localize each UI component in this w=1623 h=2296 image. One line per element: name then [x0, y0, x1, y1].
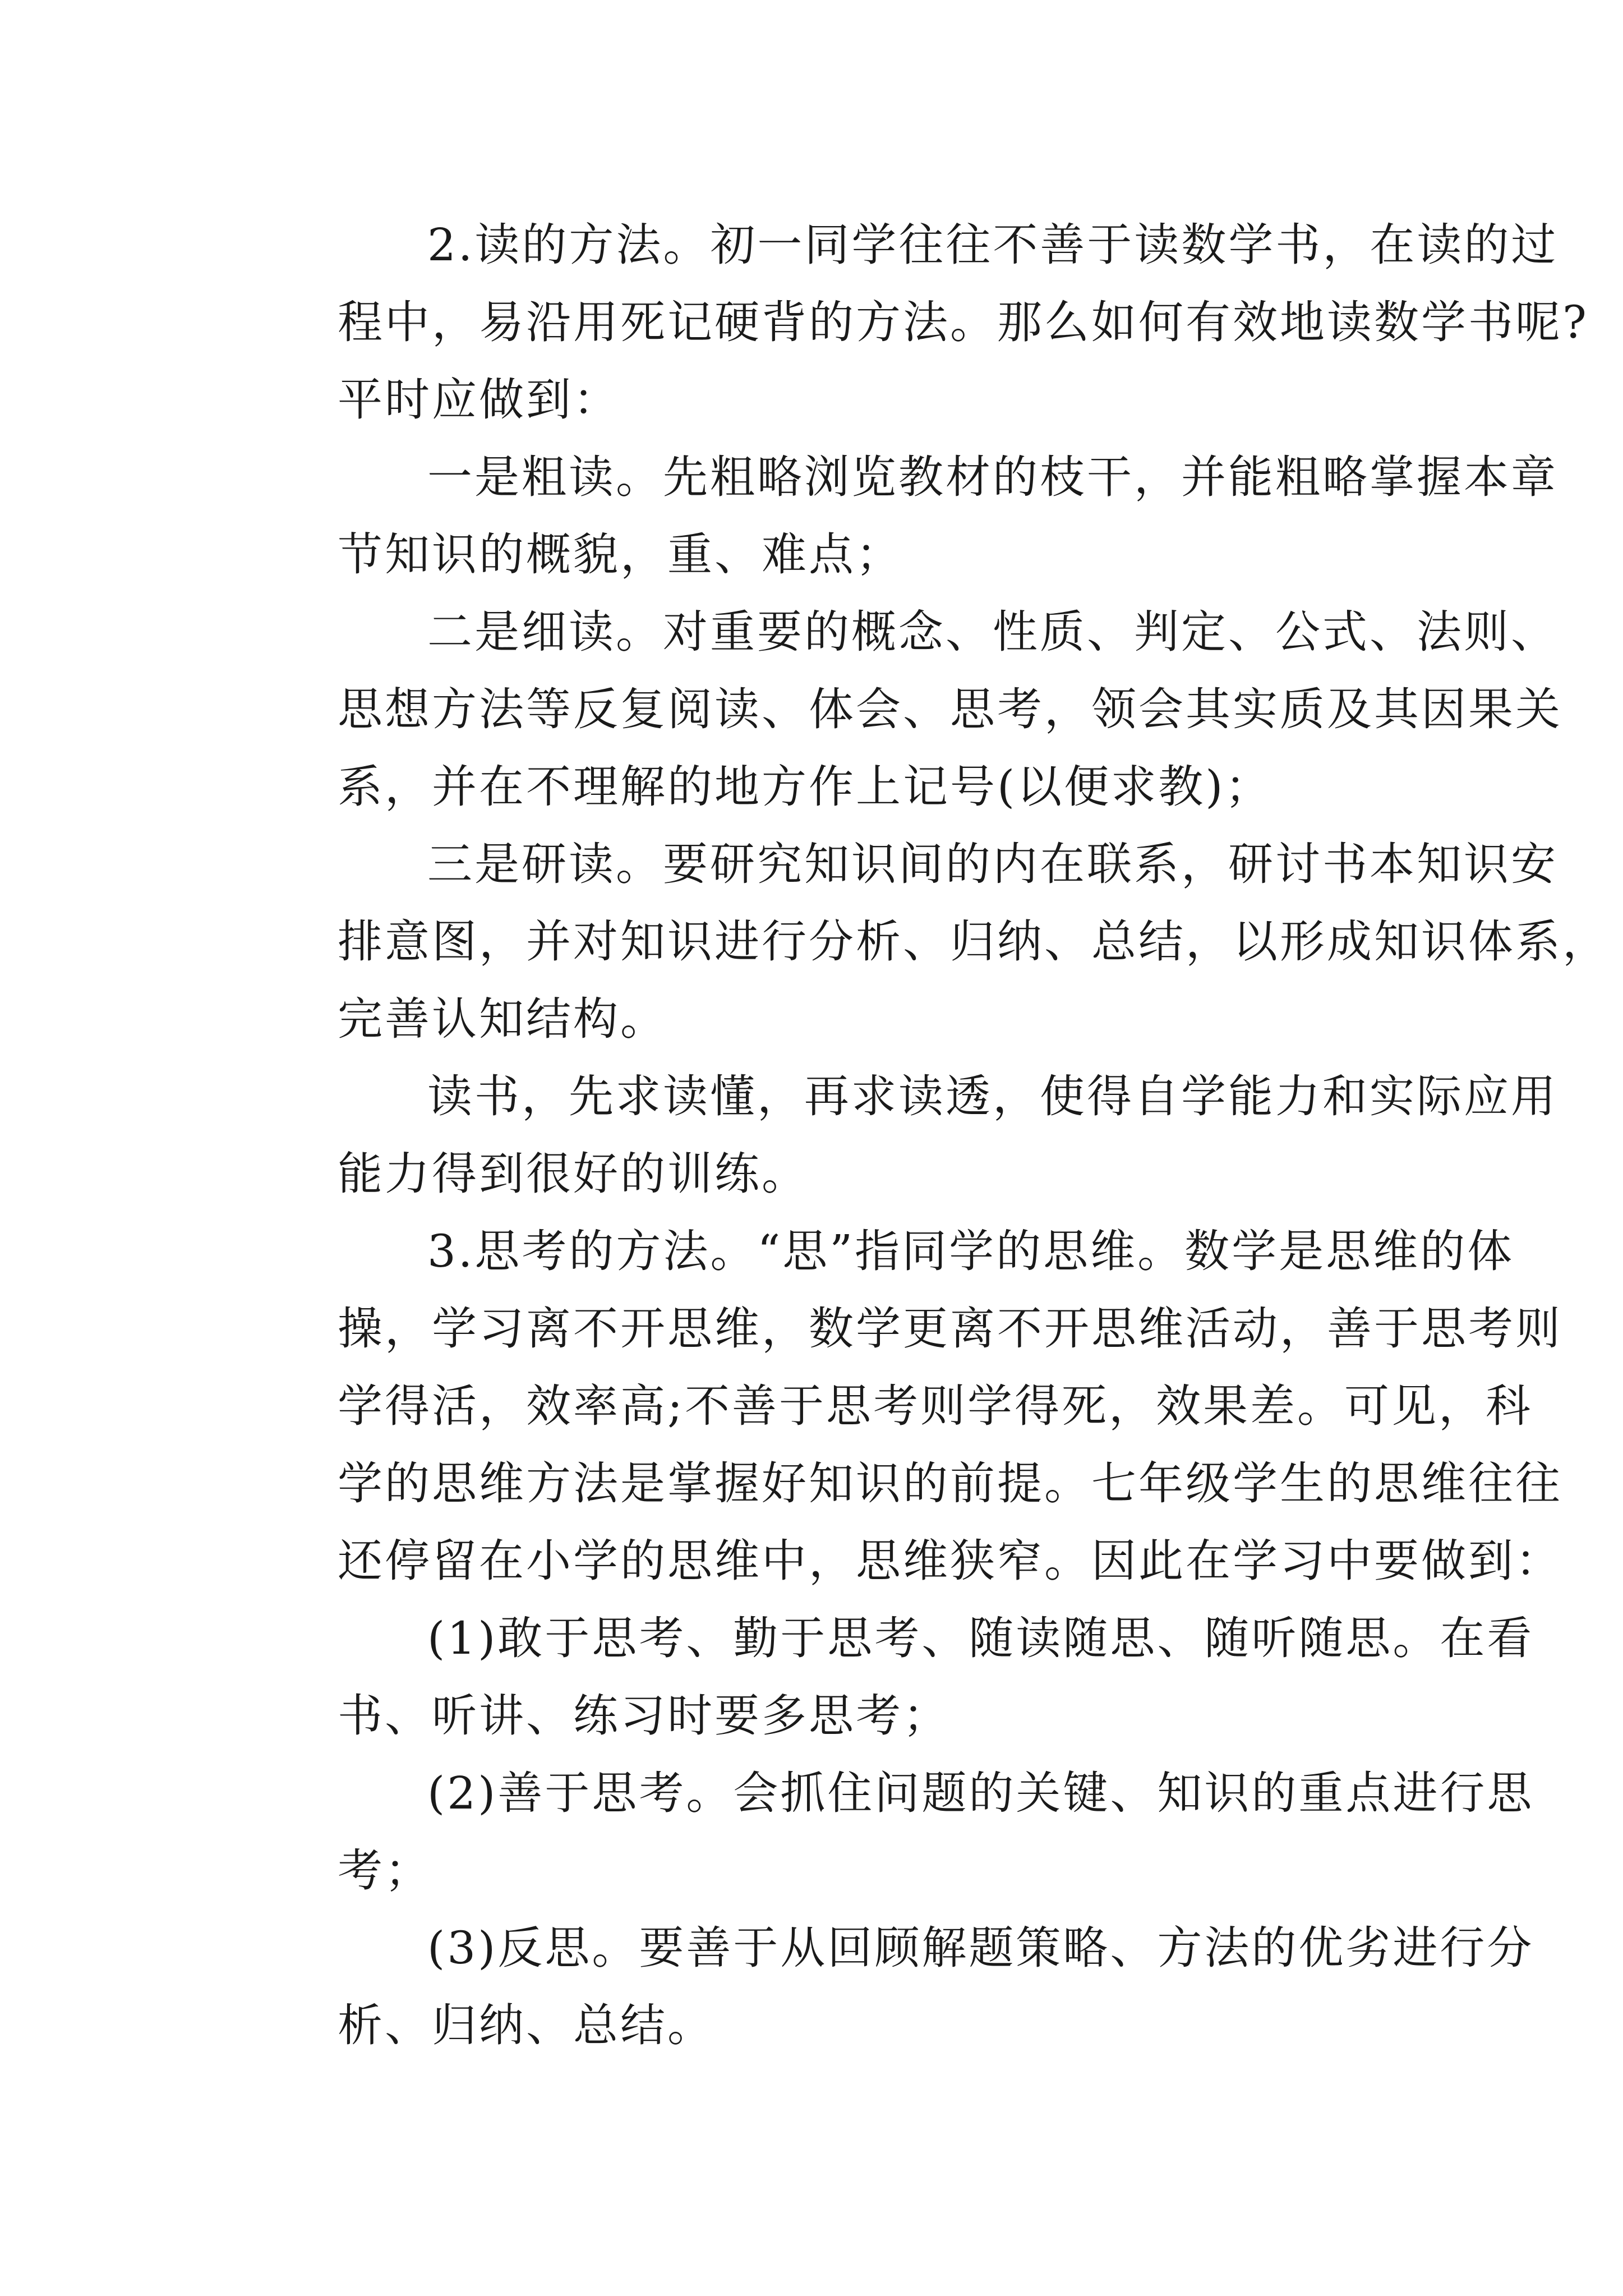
text-line: 学得活，效率高;不善于思考则学得死，效果差。可见，科 — [338, 1380, 1533, 1432]
text-line: 程中，易沿用死记硬背的方法。那么如何有效地读数学书呢? — [338, 296, 1589, 348]
document-body — [248, 206, 1610, 2064]
text-line: 读书，先求读懂，再求读透，使得自学能力和实际应用 — [427, 1070, 1558, 1122]
text-line: 二是细读。对重要的概念、性质、判定、公式、法则、 — [427, 606, 1558, 658]
text-line: 完善认知结构。 — [338, 993, 667, 1045]
text-line: 操，学习离不开思维，数学更离不开思维活动，善于思考则 — [338, 1303, 1562, 1355]
text-line: 平时应做到： — [338, 374, 620, 426]
text-line: 排意图，并对知识进行分析、归纳、总结，以形成知识体系， — [338, 915, 1610, 968]
paragraph-reading-method — [248, 206, 1589, 439]
paragraph-reading-summary — [248, 1058, 1558, 1213]
text-line: (1)敢于思考、勤于思考、随读随思、随听随思。在看 — [427, 1612, 1534, 1664]
text-line: 思想方法等反复阅读、体会、思考，领会其实质及其因果关 — [338, 683, 1562, 735]
text-line: 系，并在不理解的地方作上记号(以便求教)； — [338, 761, 1272, 813]
paragraph-item-3 — [248, 1910, 1534, 2064]
text-line: 一是粗读。先粗略浏览教材的枝干，并能粗略掌握本章 — [427, 451, 1558, 503]
text-line: 2.读的方法。初一同学往往不善于读数学书，在读的过 — [427, 219, 1559, 271]
text-line: 能力得到很好的训练。 — [338, 1148, 809, 1200]
text-line: 3.思考的方法。“思”指同学的思维。数学是思维的体 — [427, 1225, 1515, 1277]
paragraph-item-2 — [248, 1755, 1534, 1910]
paragraph-rough-reading — [248, 439, 1558, 593]
text-line: 还停留在小学的思维中，思维狭窄。因此在学习中要做到： — [338, 1535, 1562, 1587]
text-line: (3)反思。要善于从回顾解题策略、方法的优劣进行分 — [427, 1922, 1534, 1974]
paragraph-thinking-method — [248, 1213, 1562, 1600]
text-line: 考； — [338, 1844, 432, 1897]
paragraph-item-1 — [248, 1600, 1534, 1755]
text-line: 书、听讲、练习时要多思考； — [338, 1690, 950, 1742]
text-line: 学的思维方法是掌握好知识的前提。七年级学生的思维往往 — [338, 1457, 1562, 1510]
text-line: 三是研读。要研究知识间的内在联系，研讨书本知识安 — [427, 838, 1558, 890]
text-line: 节知识的概貌，重、难点； — [338, 528, 903, 581]
paragraph-study-reading — [248, 826, 1610, 1058]
text-line: (2)善于思考。会抓住问题的关键、知识的重点进行思 — [427, 1767, 1534, 1819]
paragraph-careful-reading — [248, 593, 1562, 826]
text-line: 析、归纳、总结。 — [338, 1999, 714, 2051]
